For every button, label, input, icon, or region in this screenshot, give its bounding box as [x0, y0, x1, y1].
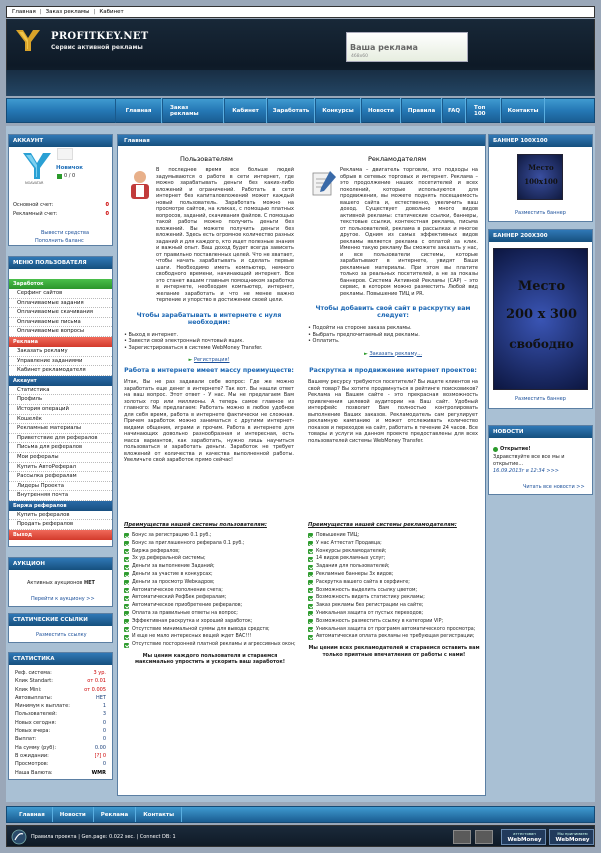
withdraw-link[interactable]: Вывести [41, 230, 64, 236]
check-icon [124, 627, 129, 632]
user-advantages-bottom: Мы ценим каждого пользователя и стараемся максимально упростить и ускорить ваш заработок! [134, 652, 286, 666]
adv-advantage-item [308, 540, 480, 548]
webmoney-accept-badge[interactable] [549, 829, 594, 845]
adv-advantage-item-text: Раскрутка вашего сайта в серфинге; [316, 579, 410, 585]
stats-title: СТАТИСТИКА [9, 653, 112, 665]
check-icon [308, 635, 313, 640]
nav-earn[interactable]: Заработать [267, 98, 315, 123]
adv-bullet-text: Подойти на стороне заказа рекламы. [312, 325, 412, 331]
stats-label: Наша Валюта: [15, 769, 53, 776]
adv-advantage-item-text: 14 видов рекламных услуг; [316, 556, 386, 562]
menu-item-greeting[interactable]: Приветствие для рефералов [9, 434, 112, 444]
check-icon [308, 611, 313, 616]
main-nav-items [115, 98, 545, 123]
menu-item-promo[interactable]: Рекламные материалы [9, 424, 112, 434]
stats-label: Клик Mini: [15, 686, 42, 693]
adv-advantage-item [308, 571, 480, 579]
top-sep: | [39, 9, 42, 15]
top-bar [6, 6, 595, 18]
adv-advantage-item [308, 555, 480, 563]
check-icon [124, 580, 129, 585]
counter [57, 173, 75, 179]
check-icon [124, 557, 129, 562]
check-icon [308, 572, 313, 577]
news-title: НОВОСТИ [489, 426, 592, 438]
user-advantage-item-text: И еще не мало интересных вещей ждет ВАС!!! [132, 634, 252, 640]
auction-link[interactable]: Перейти к аукциону >> [31, 596, 95, 602]
user-advantage-item-text: Бонус за приглашенного реферала 0.1 руб.; [132, 540, 245, 546]
banner200-text3: свободно [509, 337, 574, 351]
stats-row [9, 710, 112, 718]
check-icon [124, 619, 129, 624]
badge2-text: WebMoney [555, 837, 590, 843]
check-icon [124, 596, 129, 601]
banner100-placeholder[interactable] [517, 154, 563, 200]
stats-row [9, 769, 112, 777]
menu-item-downloads[interactable]: Оплачиваемые скачивания [9, 308, 112, 318]
footer-counter-2 [475, 830, 493, 844]
register-row [124, 357, 294, 363]
check-icon [308, 588, 313, 593]
news-all-link[interactable]: Читать все новости >> [523, 484, 585, 490]
news-bullet-icon [493, 447, 498, 452]
stats-label: Новых вчера: [15, 728, 51, 735]
menu-item-my-refs[interactable]: Мои рефералы [9, 453, 112, 463]
user-advantage-item [124, 610, 296, 618]
content-tabbar [118, 135, 485, 146]
adv-advantages-heading: Преимущества нашей системы рекламодателям: [308, 522, 457, 528]
check-icon [308, 541, 313, 546]
promo-text: Вашему ресурсу требуются посетители? Вы ищете клиентов на свой товар? Вы хотите продвинуться в рейтинге поисковиков? Реклама на Вашем сайте - это прекрасная возможность привлечения целевой аудитории на Ваш сайт. Удобный интерфейс позволит Вам полностью контролировать выполнение Ваших заказов. Рекламодатель сам регулирует рекламную кампанию и может отслеживать количество показов и переходов на сайт, работать в течение 24 часов. Все товары и услуги на данном проекте предоставлены для всех пользователей системы WebMoney Transfer. [308, 379, 478, 444]
footer-copy: Правила проекта | Gen.page: 0.022 sec. | Connect DB: 1 [31, 834, 176, 840]
user-advantage-item [124, 532, 296, 540]
ad-balance-label: Рекламный счет: [13, 211, 58, 217]
user-advantage-item [124, 540, 296, 548]
header-ad-size: 468x60 [351, 54, 368, 59]
check-icon [124, 588, 129, 593]
user-advantage-item-text: Автоматический РефБек рефералам; [132, 595, 227, 601]
promo-section [308, 367, 478, 444]
stats-value: 1 [102, 703, 106, 710]
adv-advantage-item [308, 610, 480, 618]
user-menu-box [8, 256, 113, 547]
adv-advantage-item [308, 602, 480, 610]
check-icon [308, 604, 313, 609]
user-advantage-item-text: Деньги за выполнение Заданий; [132, 564, 215, 570]
menu-item-profile[interactable]: Профиль [9, 395, 112, 405]
user-advantage-item-text: Биржа рефералов; [132, 548, 180, 554]
adv-advantage-item-text: Возможность выделить ссылку цветом; [316, 587, 418, 593]
stats-row [9, 735, 112, 743]
user-advantage-item [124, 579, 296, 587]
adv-advantage-item-text: Возможность разместить ссылку в категории VIP; [316, 618, 444, 624]
adv-bullet-text: Выбрать предпочитаемый вид рекламы. [312, 331, 420, 338]
adv-advantage-item [308, 563, 480, 571]
stats-value: от 0.005 [84, 686, 106, 693]
stats-label: В ожидании: [15, 752, 49, 759]
top-sep: | [93, 9, 96, 15]
users-section [124, 155, 294, 363]
adv-advantage-item-text: Возможность видеть статистику рекламы; [316, 595, 425, 601]
adv-bullets [308, 325, 478, 345]
menu-exit[interactable]: Выход [9, 530, 112, 540]
site-title[interactable]: PROFITKEY.NET [51, 31, 149, 42]
user-advantage-item [124, 563, 296, 571]
register-link[interactable]: Регистрация! [193, 357, 230, 363]
check-icon [308, 619, 313, 624]
adv-advantage-item-text: У нас Аттестат Продавца; [316, 540, 382, 546]
work-section [124, 367, 294, 464]
check-icon [124, 533, 129, 538]
menu-item-inbox[interactable]: Внутренняя почта [9, 491, 112, 501]
adv-advantage-item [308, 633, 480, 641]
users-bullet-text: Завести свой электронный почтовый ящик. [128, 338, 245, 344]
counter-icon [57, 174, 62, 179]
menu-item-order-ad[interactable]: Заказать рекламу [9, 347, 112, 357]
stats-value: от 0.01 [87, 678, 106, 685]
check-icon [124, 572, 129, 577]
status-image [57, 148, 73, 160]
check-icon [124, 604, 129, 609]
adv-advantage-item [308, 618, 480, 626]
advertisers-heading: Чтобы добавить свой сайт в раскрутку вам следует: [315, 305, 471, 319]
user-advantage-item-text: Отсутствие посторонней платной рекламы и агрессивных окон; [132, 642, 296, 648]
check-icon [124, 635, 129, 640]
banner200-text1: Место [517, 279, 566, 294]
withdraw-tail[interactable]: средства [64, 230, 90, 236]
menu-item-surfing[interactable]: Серфинг сайтов [9, 289, 112, 299]
user-advantages [124, 522, 296, 666]
adv-bullet-text: Оплатить. [312, 338, 340, 344]
user-advantage-item-text: Деньги за просмотр Webкадров; [132, 579, 215, 585]
account-box [8, 134, 113, 246]
topup-link[interactable]: Пополнить баланс [35, 238, 84, 244]
check-icon [308, 533, 313, 538]
menu-item-manage-tasks[interactable]: Управление заданиями [9, 357, 112, 367]
stats-label: На сумму (руб): [15, 744, 57, 751]
users-icon [126, 169, 154, 201]
stats-value: 0 [102, 728, 106, 735]
stats-row [9, 702, 112, 710]
stats-label: Пользователей: [15, 711, 57, 718]
user-advantage-item-text: Деньги за участие в конкурсах; [132, 571, 213, 577]
stats-box [8, 652, 113, 780]
banner100-text1: Место [528, 163, 554, 172]
webmoney-attestat-badge[interactable] [501, 829, 546, 845]
check-icon [308, 627, 313, 632]
user-advantage-item [124, 626, 296, 634]
stats-value: 0 [102, 736, 106, 743]
adv-advantage-item-text: Конкурсы рекламодателей; [316, 548, 387, 554]
stats-label: Клик Standart: [15, 678, 53, 685]
user-advantage-item-text: Оплата за правильные ответы на вопрос; [132, 610, 238, 616]
register-icon: ► [188, 357, 193, 363]
check-icon [124, 611, 129, 616]
banner100-link[interactable]: Разместить баннер [515, 210, 566, 216]
users-bullet-text: Выход в интернет. [128, 331, 179, 338]
check-icon [308, 580, 313, 585]
check-icon [308, 549, 313, 554]
user-advantage-item-text: Автоматическое пополнение счета; [132, 587, 223, 593]
auction-text: Активных аукционов [27, 580, 83, 586]
menu-item-ref-mails[interactable]: Письма для рефералов [9, 443, 112, 453]
account-title: АККАУНТ [9, 135, 112, 147]
adv-advantage-item [308, 587, 480, 595]
user-advantage-item-text: Бонус за регистрацию 0.1 руб.; [132, 533, 212, 538]
stats-row [9, 752, 112, 760]
nav-cabinet[interactable]: Кабинет [224, 98, 267, 123]
main-balance-row [13, 202, 109, 208]
ad-balance-row [13, 211, 109, 217]
stats-value: 0 [102, 719, 106, 726]
footer-nav [6, 806, 595, 823]
user-menu-title: МЕНЮ ПОЛЬЗОВАТЕЛЯ [9, 257, 112, 269]
adv-advantage-item-text: Рекламные баннеры 3х видов; [316, 571, 394, 577]
news-text: Здравствуйте все все мы и открытие... [493, 454, 565, 467]
menu-item-buy-autoref[interactable]: Купить АвтоРеферал [9, 463, 112, 473]
user-advantages-list [124, 532, 296, 649]
news-box [488, 425, 593, 495]
nav-faq[interactable]: FAQ [442, 98, 466, 123]
main-balance-label: Основной счет: [13, 202, 54, 208]
avatar-label: NOAVATAR [25, 181, 44, 185]
site-subtitle: Сервис активной рекламы [51, 44, 143, 51]
check-icon [124, 549, 129, 554]
users-bullet-text: Зарегистрироваться в системе WebMoney Transfer. [128, 344, 263, 351]
adv-advantage-item [308, 548, 480, 556]
user-advantage-item [124, 548, 296, 556]
nav-order[interactable]: Заказ рекламы [162, 98, 224, 123]
banner200-box [488, 229, 593, 409]
status-badge: Новичок [56, 165, 84, 171]
footer-counter-1 [453, 830, 471, 844]
adv-advantage-item-text: Уникальная защита от программ автоматического просмотра; [316, 626, 476, 632]
menu-item-wallet[interactable]: Кошелёк [9, 415, 112, 425]
stats-label: Просмотров: [15, 761, 49, 768]
content-panel [117, 134, 486, 796]
banner100-text2: 100x100 [524, 177, 558, 186]
banner200-title: БАННЕР 200Х300 [489, 230, 592, 242]
withdraw-row [41, 230, 89, 236]
order-row [308, 351, 478, 357]
menu-item-stats[interactable]: Статистика [9, 386, 112, 396]
check-icon [124, 643, 129, 648]
stats-value: 3 [102, 711, 106, 718]
promo-heading: Раскрутка и продвижение интернет проектов: [309, 367, 477, 374]
adv-advantage-item [308, 626, 480, 634]
avatar-icon [21, 151, 53, 181]
menu-item-sell-refs[interactable]: Продать рефералов [9, 520, 112, 530]
adv-bullet: • Выбрать предпочитаемый вид рекламы. [308, 331, 420, 338]
adv-advantage-item-text: Заказ рекламы без регистрации на сайте; [316, 603, 424, 609]
stats-label: Автовыплаты: [15, 694, 53, 701]
header-band [6, 70, 595, 96]
nav-rules[interactable]: Правила [401, 98, 442, 123]
stats-row [9, 760, 112, 768]
nav-contacts[interactable]: Контакты [501, 98, 545, 123]
adv-advantage-item-text: Повышение ТИЦ; [316, 533, 360, 538]
users-bullet: • Зарегистрироваться в системе WebMoney Transfer. [124, 344, 263, 351]
check-icon [308, 557, 313, 562]
main-balance-value: 0 [105, 202, 109, 208]
stats-value: WMR [91, 769, 106, 776]
stats-value: 0.00 [94, 744, 106, 751]
header-ad-text: Ваша реклама [350, 43, 418, 52]
user-advantage-item [124, 602, 296, 610]
users-heading: Чтобы зарабатывать в интернете с нуля необходим: [136, 311, 282, 326]
advertisers-text: Реклама – двигатель торговли, это подходы на обрыв в сетевых торговых и интернет. Реклама – это продолжение наших посетителей и всех поколений, которые используются для продвижения, вы можете поднять посещаемость вашего сайта и, естественно, увеличить ваш доход. Существует довольно много видов активной рекламы: статические ссылки, баннеры, текстовые ссылки, контекстная реклама, письма от пользователей, реклама в рассылках и многое другое. Одним из самых эффективных видов рекламы является реклама с оплатой за клик. Именно такую рекламу Вы сможете заказать у нас, и все пользователи системы, которые зарабатывают в интернете, увидят Ваши рекламные материалы. При этом вы платите только за реальных посетителей, а не за показы баннеров. Система Активной Рекламы (САР) – это сервис, в котором можно разместить Любой вид рекламы. Повышение ТИЦ и PR. [340, 167, 478, 297]
footer-nav-ads[interactable]: Реклама [94, 807, 136, 822]
static-links-title: СТАТИЧЕСКИЕ ССЫЛКИ [9, 614, 112, 626]
menu-item-adv-cabinet[interactable]: Кабинет рекламодателя [9, 366, 112, 376]
advertisers-title: Рекламодателям [368, 155, 427, 163]
counter-value: 0 / 0 [64, 173, 76, 179]
document-pen-icon [310, 169, 338, 197]
adv-bullet: • Подойти на стороне заказа рекламы. [308, 325, 412, 331]
ad-balance-value: 0 [105, 211, 109, 217]
footer-nav-contacts[interactable]: Контакты [136, 807, 182, 822]
top-link-home[interactable]: Главная [12, 9, 36, 15]
adv-advantage-item [308, 594, 480, 602]
advertisers-section [308, 155, 478, 357]
menu-item-ref-mailing[interactable]: Рассылка рефералам [9, 472, 112, 482]
news-head-row [493, 446, 531, 452]
stats-row [9, 727, 112, 735]
top-link-order[interactable]: Заказ рекламы [45, 9, 90, 15]
check-icon [308, 596, 313, 601]
users-text: В последнее время все больше людей задумываются о работе в сети интернет, где можно зарабатывать деньги без каких-либо вложений и ограничений. Работать в сети интернет без капиталовложений может каждый новый пользователь. Заработать можно на просмотре сайтов, на кликах, с помощью платных вопросов, заданий, скачивания файлов. С помощью такой работы можно получить деньги без вложений. Вы можете получить деньги без вложений. Здесь есть огромное количество разных заданий и для каждого, кто ищет полезные знания и важный опыт. Ваш доход будет всегда зависеть от правильно поставленных целей. Что не хватает, чтобы начать зарабатывать и сделать первые шаги. Необходимо иметь компьютер, немного свободного времени, начинающий интернет. Все это станет вашим главным помощником заработка в интернете, необходим компьютер, интернет, желание заработать и что не менее важно терпение и упорство в достижении своей цели. [156, 167, 294, 303]
static-link-place[interactable]: Разместить ссылку [36, 632, 87, 638]
header-ad-banner[interactable] [346, 32, 468, 62]
menu-item-history[interactable]: История операций [9, 405, 112, 415]
auction-title: АУКЦИОН [9, 558, 112, 570]
banner200-text2: 200 х 300 [505, 307, 578, 322]
footer [6, 825, 595, 847]
logo-icon[interactable] [14, 27, 42, 53]
user-advantage-item [124, 633, 296, 641]
user-advantage-item-text: Эффективная раскрутка и хороший заработок; [132, 618, 253, 624]
menu-section-account: Аккаунт [9, 376, 112, 386]
user-advantage-item [124, 555, 296, 563]
users-bullet: • Выход в интернет. [124, 331, 179, 338]
stats-row [9, 677, 112, 685]
static-links-box [8, 613, 113, 643]
menu-item-leaders[interactable]: Лидеры Проекта [9, 482, 112, 492]
top-link-cabinet[interactable]: Кабинет [99, 9, 124, 15]
footer-logo-icon [11, 829, 27, 845]
stats-value: 0 [102, 761, 106, 768]
menu-section-earn: Заработок [9, 279, 112, 289]
badge1-top: аттестован [513, 831, 536, 836]
menu-item-tasks[interactable]: Оплачиваемые задания [9, 299, 112, 309]
footer-nav-news[interactable]: Новости [53, 807, 94, 822]
banner100-box [488, 134, 593, 222]
order-link[interactable]: Заказать рекламу... [369, 350, 422, 357]
stats-value: НЕТ [96, 694, 106, 701]
auction-value: НЕТ [83, 580, 95, 586]
stats-value: 3 ур. [93, 670, 106, 676]
user-advantage-item-text: Отсутствие минимальной суммы для вывода средств; [132, 626, 270, 632]
nav-home[interactable]: Главная [115, 98, 162, 123]
banner200-link[interactable]: Разместить баннер [515, 396, 566, 402]
stats-row [9, 686, 112, 694]
user-advantage-item-text: 3х ур.реферальной системы; [132, 556, 206, 562]
user-advantage-item-text: Автоматическое приобретение рефералов; [132, 603, 243, 609]
stats-label: Минимум к выплате: [15, 703, 70, 710]
users-bullets [124, 332, 294, 352]
check-icon [124, 541, 129, 546]
users-title: Пользователям [180, 155, 233, 163]
adv-advantage-item-text: Автоматическая оплата рекламы не требующая регистрации; [316, 634, 475, 640]
auction-box [8, 557, 113, 607]
stats-row [9, 744, 112, 752]
user-advantage-item [124, 618, 296, 626]
adv-advantage-item-text: Задания для пользователей; [316, 564, 390, 570]
nav-news[interactable]: Новости [361, 98, 401, 123]
news-head[interactable]: Открытие! [500, 446, 531, 452]
check-icon [124, 565, 129, 570]
stats-row [9, 694, 112, 702]
nav-top100[interactable]: Топ 100 [466, 98, 501, 123]
user-advantages-heading: Преимущества нашей системы пользователям: [124, 522, 267, 528]
stats-label: Реф. система: [15, 670, 52, 676]
user-advantage-item [124, 571, 296, 579]
badge2-top: Мы принимаем [557, 831, 588, 836]
menu-section-ads: Реклама [9, 337, 112, 347]
stats-row [9, 669, 112, 677]
user-advantage-item [124, 594, 296, 602]
adv-advantages-list [308, 532, 480, 641]
user-advantage-item [124, 587, 296, 595]
badge1-text: WebMoney [507, 837, 542, 843]
menu-item-buy-refs[interactable]: Купить рефералов [9, 511, 112, 521]
stats-label: Новых сегодня: [15, 719, 57, 726]
user-advantage-item [124, 641, 296, 649]
footer-nav-home[interactable]: Главная [12, 807, 53, 822]
work-heading: Работа в интернете имеет массу преимуществ: [124, 367, 294, 374]
work-text: Итак, Вы не раз задавали себе вопрос: Где же можно заработать еще денег в интернете? Так вот. Вы нашли ответ на ваш вопрос. Этот ответ - У нас. Мы не предлагаем Вам золотых гор или миллионы. А теперь самое главное из главного: Мы предлагаем: Работать можно в любое удобное для себя время, работа в интернете фактически не сложная. Причем заработок можно заниматься с другими интернет-видами общения, играми и прочим. Работа в интернете для начинающих довольно разнообразная и интересная, есть масса вариантов, как заработать, нужно лишь научиться пользоваться и заработать деньги. Заработок не требует вложений от количества и качества выполненной работы. Увеличьте свой заработок прямо сейчас! [124, 379, 294, 463]
stats-value: [?] 0 [94, 752, 106, 759]
adv-advantages-bottom: Мы ценим всех рекламодателей и стараемся оставить вам только приятные впечатления от работы с нами! [308, 645, 480, 658]
menu-item-mails[interactable]: Оплачиваемые письма [9, 318, 112, 328]
adv-advantage-item-text: Уникальная защита от пустых переходов; [316, 610, 424, 616]
order-icon: ► [363, 350, 368, 357]
stats-row [9, 719, 112, 727]
adv-bullet: • Оплатить. [308, 338, 340, 344]
adv-advantage-item [308, 579, 480, 587]
content-tab-home[interactable]: Главная [124, 138, 150, 144]
banner200-placeholder[interactable] [493, 248, 588, 390]
menu-item-questions[interactable]: Оплачиваемые вопросы [9, 327, 112, 337]
menu-section-market: Биржа рефералов [9, 501, 112, 511]
auction-row [27, 580, 95, 586]
nav-contests[interactable]: Конкурсы [315, 98, 361, 123]
adv-advantage-item [308, 532, 480, 540]
adv-advantages [308, 522, 480, 658]
check-icon [308, 565, 313, 570]
news-date[interactable]: 16.09.2013г в 12:34 >>> [493, 468, 559, 474]
banner100-title: БАННЕР 100Х100 [489, 135, 592, 147]
users-bullet: • Завести свой электронный почтовый ящик. [124, 338, 245, 344]
stats-label: Выплат: [15, 736, 37, 743]
